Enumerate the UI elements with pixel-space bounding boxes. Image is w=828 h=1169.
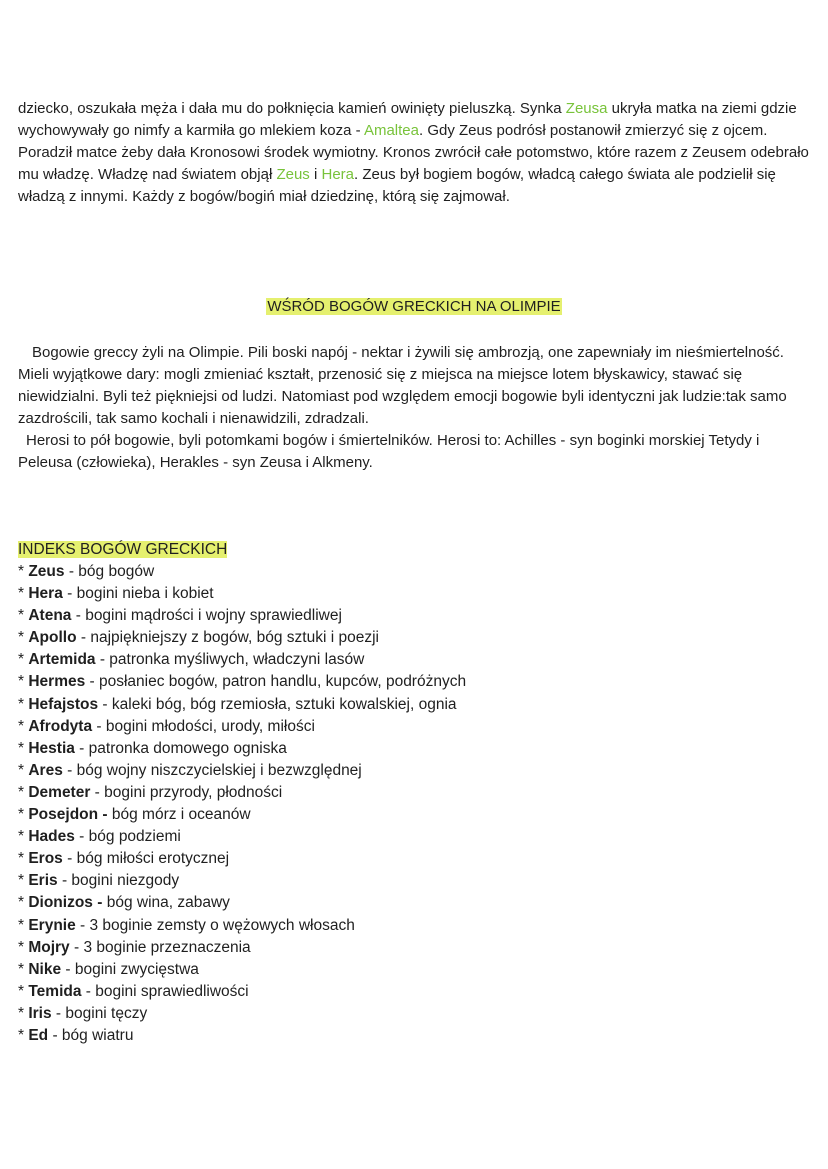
god-description: - 3 boginie przeznaczenia xyxy=(69,938,251,956)
god-description: - posłaniec bogów, patron handlu, kupców, podróżnych xyxy=(85,673,467,691)
bullet-star: * xyxy=(18,783,29,801)
god-name: Eris xyxy=(28,872,58,890)
highlight-name-zeus: Zeus xyxy=(276,166,310,183)
bullet-star: * xyxy=(18,585,29,603)
god-description: - bogini zwycięstwa xyxy=(61,960,199,978)
olympus-paragraphs xyxy=(18,342,810,474)
god-description: - bogini przyrody, płodności xyxy=(90,783,283,801)
intro-text-3: . Gdy Zeus podrósł postanowił zmierzyć się z ojcem. Poradził matce żeby dała Kronosowi środek wymiotny. Kronos zwrócił całe potomstwo, które razem z Zeusem odebrało mu władzę. Władzę nad światem objął xyxy=(18,122,809,183)
god-list-item xyxy=(18,605,466,627)
god-description: - bogini niezgody xyxy=(57,872,180,890)
god-name: Artemida xyxy=(28,651,96,669)
god-description: - bogini młodości, urody, miłości xyxy=(92,717,315,735)
god-description: - kaleki bóg, bóg rzemiosła, sztuki kowalskiej, ognia xyxy=(98,695,457,713)
intro-paragraph xyxy=(18,98,810,208)
god-name: Nike xyxy=(28,960,62,978)
god-name: Temida xyxy=(28,982,82,1000)
god-name: Mojry xyxy=(28,938,70,956)
god-description: - bogini sprawiedliwości xyxy=(81,982,249,1000)
god-description: - bogini tęczy xyxy=(51,1004,148,1022)
god-list-item xyxy=(18,892,466,914)
bullet-star: * xyxy=(18,761,29,779)
gods-index-list xyxy=(18,561,466,1047)
highlight-name-hera: Hera xyxy=(321,166,354,183)
section-heading-text: WŚRÓD BOGÓW GRECKICH NA OLIMPIE xyxy=(267,298,561,315)
bullet-star: * xyxy=(18,828,29,846)
god-list-item xyxy=(18,804,466,826)
god-list-item xyxy=(18,959,466,981)
god-description: - bogini mądrości i wojny sprawiedliwej xyxy=(71,607,342,625)
god-list-item xyxy=(18,561,466,583)
bullet-star: * xyxy=(18,916,29,934)
god-list-item xyxy=(18,1025,466,1047)
bullet-star: * xyxy=(18,607,29,625)
highlight-name-zeusa: Zeusa xyxy=(565,100,608,117)
bullet-star: * xyxy=(18,1004,29,1022)
god-name: Iris xyxy=(28,1004,52,1022)
section-heading xyxy=(0,296,828,318)
god-list-item xyxy=(18,782,466,804)
god-description: - najpiękniejszy z bogów, bóg sztuki i poezji xyxy=(76,629,379,647)
god-name: Hefajstos xyxy=(28,695,99,713)
god-name: Hermes xyxy=(28,673,86,691)
intro-text-4: i xyxy=(309,166,322,183)
intro-text-5: . Zeus był bogiem bogów, władcą całego świata ale podzielił się władzą z innymi. Każdy z bogów/bogiń miał dziedzinę, którą się zajmował. xyxy=(18,166,776,205)
god-description: - 3 boginie zemsty o wężowych włosach xyxy=(75,916,355,934)
god-description: - patronka myśliwych, władczyni lasów xyxy=(95,651,365,669)
god-name: Atena xyxy=(28,607,72,625)
intro-text-1: dziecko, oszukała męża i dała mu do połknięcia kamień owinięty pieluszką. Synka xyxy=(18,100,566,117)
olympus-text-1: Bogowie greccy żyli na Olimpie. Pili boski napój - nektar i żywili się ambrozją, one zapewniały im nieśmiertelność. Mieli wyjątkowe dary: mogli zmieniać kształt, przenosić się z miejsca na miejsce lotem błyskawicy, stawać się niewidzialni. Byli też piękniejsi od ludzi. Natomiast pod względem emocji bogowie byli identyczni jak ludzie:tak samo zazdrościli, tak samo kochali i nienawidzili, zdradzali. xyxy=(18,344,787,427)
god-description: - bóg wojny niszczycielskiej i bezwzględnej xyxy=(62,761,362,779)
god-list-item xyxy=(18,760,466,782)
god-list-item xyxy=(18,848,466,870)
god-description: - bóg bogów xyxy=(64,563,155,580)
god-name: Zeus xyxy=(28,563,65,580)
bullet-star: * xyxy=(18,695,29,713)
god-description: bóg mórz i oceanów xyxy=(107,806,251,824)
god-list-item xyxy=(18,870,466,892)
god-description: - patronka domowego ogniska xyxy=(74,739,287,757)
god-list-item xyxy=(18,649,466,671)
bullet-star: * xyxy=(18,960,29,978)
index-title-text: INDEKS BOGÓW GRECKICH xyxy=(18,541,228,558)
god-name: Apollo xyxy=(28,629,77,647)
god-list-item xyxy=(18,981,466,1003)
god-list-item xyxy=(18,583,466,605)
god-name: Ares xyxy=(28,761,63,779)
index-title xyxy=(18,539,227,561)
god-name: Erynie xyxy=(28,916,76,934)
god-name: Dionizos - xyxy=(28,894,103,912)
god-name: Hestia xyxy=(28,739,75,757)
bullet-star: * xyxy=(18,739,29,757)
god-name: Ed xyxy=(28,1026,49,1044)
god-list-item xyxy=(18,716,466,738)
intro-text-2: ukryła matka na ziemi gdzie wychowywały go nimfy a karmiła go mlekiem koza - xyxy=(18,100,797,139)
bullet-star: * xyxy=(18,938,29,956)
bullet-star: * xyxy=(18,982,29,1000)
god-list-item xyxy=(18,1003,466,1025)
god-list-item xyxy=(18,937,466,959)
god-list-item xyxy=(18,826,466,848)
god-description: - bóg miłości erotycznej xyxy=(62,850,230,868)
bullet-star: * xyxy=(18,717,29,735)
bullet-star: * xyxy=(18,651,29,669)
god-list-item xyxy=(18,915,466,937)
bullet-star: * xyxy=(18,563,29,580)
bullet-star: * xyxy=(18,872,29,890)
god-list-item xyxy=(18,671,466,693)
god-name: Hades xyxy=(28,828,75,846)
god-name: Posejdon - xyxy=(28,806,108,824)
highlight-name-amaltea: Amaltea xyxy=(363,122,419,139)
god-name: Eros xyxy=(28,850,63,868)
god-list-item xyxy=(18,627,466,649)
god-name: Hera xyxy=(28,585,63,603)
god-description: - bogini nieba i kobiet xyxy=(62,585,214,603)
god-description: - bóg podziemi xyxy=(74,828,181,846)
bullet-star: * xyxy=(18,850,29,868)
bullet-star: * xyxy=(18,1026,29,1044)
olympus-paragraph-2 xyxy=(18,430,810,474)
bullet-star: * xyxy=(18,806,29,824)
bullet-star: * xyxy=(18,673,29,691)
god-description: bóg wina, zabawy xyxy=(102,894,230,912)
god-list-item xyxy=(18,694,466,716)
bullet-star: * xyxy=(18,629,29,647)
olympus-paragraph-1 xyxy=(18,342,810,430)
olympus-text-2: Herosi to pół bogowie, byli potomkami bogów i śmiertelników. Herosi to: Achilles - syn boginki morskiej Tetydy i Peleusa (człowieka), Herakles - syn Zeusa i Alkmeny. xyxy=(18,432,760,471)
god-description: - bóg wiatru xyxy=(48,1026,134,1044)
god-name: Demeter xyxy=(28,783,91,801)
god-list-item xyxy=(18,738,466,760)
bullet-star: * xyxy=(18,894,29,912)
god-name: Afrodyta xyxy=(28,717,93,735)
